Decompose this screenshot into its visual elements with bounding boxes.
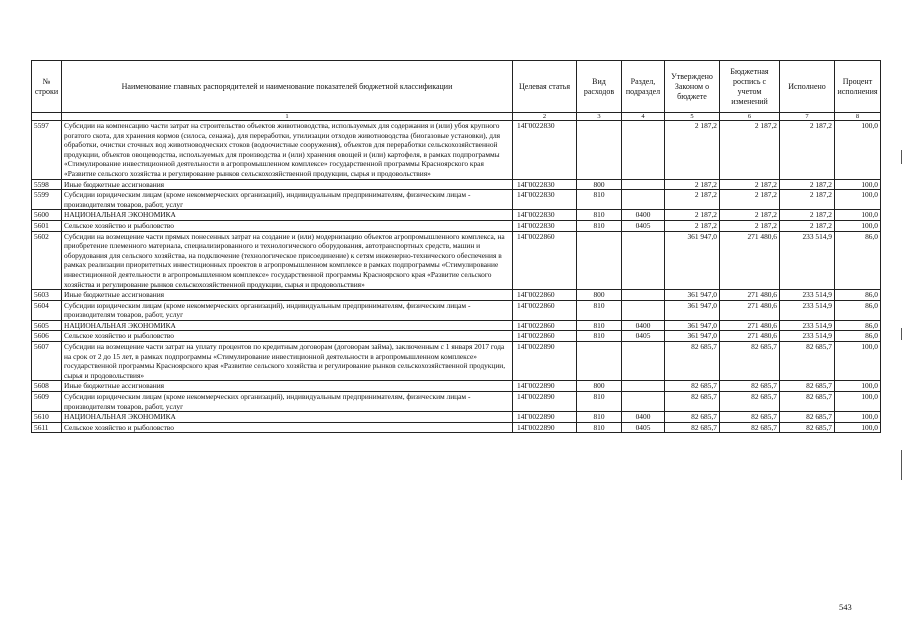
row-name: Сельское хозяйство и рыболовство	[62, 331, 513, 342]
schedule-amount: 2 187,2	[720, 179, 780, 190]
row-number: 5605	[32, 320, 62, 331]
schedule-amount: 271 480,6	[720, 290, 780, 301]
executed-amount: 233 514,9	[780, 300, 835, 320]
header-row-number: № строки	[32, 61, 62, 113]
column-index-cell: 2	[513, 113, 577, 121]
target-article: 14Г0022830	[513, 121, 577, 180]
approved-amount: 361 947,0	[665, 320, 720, 331]
table-row	[32, 381, 881, 392]
expense-type: 810	[577, 392, 622, 412]
table-body	[32, 121, 881, 433]
header-executed: Исполнено	[780, 61, 835, 113]
row-name: НАЦИОНАЛЬНАЯ ЭКОНОМИКА	[62, 320, 513, 331]
table-row	[32, 290, 881, 301]
execution-percent: 100,0	[835, 190, 881, 210]
section-code	[622, 290, 665, 301]
row-number: 5603	[32, 290, 62, 301]
target-article: 14Г0022860	[513, 331, 577, 342]
table-row	[32, 220, 881, 231]
row-number: 5598	[32, 179, 62, 190]
approved-amount: 361 947,0	[665, 300, 720, 320]
target-article: 14Г0022890	[513, 392, 577, 412]
executed-amount: 2 187,2	[780, 179, 835, 190]
row-number: 5611	[32, 422, 62, 433]
row-name: Сельское хозяйство и рыболовство	[62, 220, 513, 231]
executed-amount: 2 187,2	[780, 220, 835, 231]
header-name: Наименование главных распорядителей и наименование показателей бюджетной классификации	[62, 61, 513, 113]
section-code: 0405	[622, 331, 665, 342]
expense-type: 810	[577, 320, 622, 331]
executed-amount: 82 685,7	[780, 412, 835, 423]
section-code	[622, 231, 665, 290]
executed-amount: 233 514,9	[780, 290, 835, 301]
executed-amount: 2 187,2	[780, 210, 835, 221]
execution-percent: 100,0	[835, 121, 881, 180]
execution-percent: 100,0	[835, 220, 881, 231]
table-row	[32, 392, 881, 412]
section-code: 0400	[622, 412, 665, 423]
execution-percent: 86,0	[835, 320, 881, 331]
execution-percent: 86,0	[835, 331, 881, 342]
row-name: Сельское хозяйство и рыболовство	[62, 422, 513, 433]
section-code: 0405	[622, 422, 665, 433]
execution-percent: 100,0	[835, 392, 881, 412]
table-row	[32, 121, 881, 180]
target-article: 14Г0022830	[513, 179, 577, 190]
column-index-cell: 1	[62, 113, 513, 121]
column-index-cell: 6	[720, 113, 780, 121]
execution-percent: 86,0	[835, 300, 881, 320]
page-number: 543	[839, 602, 852, 612]
execution-percent: 86,0	[835, 231, 881, 290]
row-name: НАЦИОНАЛЬНАЯ ЭКОНОМИКА	[62, 210, 513, 221]
target-article: 14Г0022830	[513, 220, 577, 231]
expense-type: 810	[577, 210, 622, 221]
column-index-cell: 4	[622, 113, 665, 121]
row-number: 5600	[32, 210, 62, 221]
column-index-cell	[32, 113, 62, 121]
schedule-amount: 82 685,7	[720, 412, 780, 423]
approved-amount: 82 685,7	[665, 381, 720, 392]
budget-execution-table	[31, 60, 881, 433]
row-name: Иные бюджетные ассигнования	[62, 381, 513, 392]
row-number: 5606	[32, 331, 62, 342]
expense-type: 800	[577, 381, 622, 392]
execution-percent: 100,0	[835, 412, 881, 423]
approved-amount: 82 685,7	[665, 342, 720, 381]
column-index-cell: 8	[835, 113, 881, 121]
schedule-amount: 2 187,2	[720, 210, 780, 221]
row-number: 5601	[32, 220, 62, 231]
row-name: Субсидии юридическим лицам (кроме некоммерческих организаций), индивидуальным предпринимателям, физическим лицам - производителям товаров, работ, услуг	[62, 300, 513, 320]
executed-amount: 233 514,9	[780, 231, 835, 290]
section-code	[622, 392, 665, 412]
approved-amount: 2 187,2	[665, 220, 720, 231]
schedule-amount: 271 480,6	[720, 300, 780, 320]
expense-type: 810	[577, 331, 622, 342]
schedule-amount: 82 685,7	[720, 381, 780, 392]
approved-amount: 361 947,0	[665, 290, 720, 301]
row-number: 5609	[32, 392, 62, 412]
section-code	[622, 190, 665, 210]
schedule-amount: 271 480,6	[720, 331, 780, 342]
execution-percent: 100,0	[835, 381, 881, 392]
header-percent: Процент исполнения	[835, 61, 881, 113]
table-row	[32, 412, 881, 423]
executed-amount: 82 685,7	[780, 342, 835, 381]
schedule-amount: 2 187,2	[720, 220, 780, 231]
execution-percent: 100,0	[835, 179, 881, 190]
expense-type	[577, 121, 622, 180]
row-name: Иные бюджетные ассигнования	[62, 179, 513, 190]
section-code	[622, 342, 665, 381]
header-target-article: Целевая статья	[513, 61, 577, 113]
table-row	[32, 300, 881, 320]
column-index-row	[32, 113, 881, 121]
row-name: Субсидии на возмещение части прямых понесенных затрат на создание и (или) модернизацию объектов агропромышленного комплекса, на приобретение племенного материала, специализированного и технологического оборудования, автотранспортных средств, машин и оборудования для сельского хозяйства, на подключение (технологическое присоединение) к сетям инженерно-технического обеспечения в рамках реализации приоритетных инвестиционных проектов в агропромышленном комплексе в рамках подпрограммы «Стимулирование инвестиционной деятельности в агропромышленном комплексе» государственной программы Красноярского края «Развитие сельского хозяйства и регулирование рынков сельскохозяйственной продукции, сырья и продовольствия»	[62, 231, 513, 290]
section-code	[622, 300, 665, 320]
target-article: 14Г0022890	[513, 342, 577, 381]
expense-type	[577, 231, 622, 290]
table-row	[32, 331, 881, 342]
executed-amount: 233 514,9	[780, 331, 835, 342]
scan-margin-mark	[901, 150, 902, 164]
target-article: 14Г0022830	[513, 210, 577, 221]
target-article: 14Г0022890	[513, 422, 577, 433]
approved-amount: 2 187,2	[665, 179, 720, 190]
table-row	[32, 342, 881, 381]
table-row	[32, 231, 881, 290]
row-name: Субсидии юридическим лицам (кроме некоммерческих организаций), индивидуальным предпринимателям, физическим лицам - производителям товаров, работ, услуг	[62, 190, 513, 210]
schedule-amount: 82 685,7	[720, 422, 780, 433]
approved-amount: 82 685,7	[665, 392, 720, 412]
target-article: 14Г0022890	[513, 381, 577, 392]
row-name: Субсидии на возмещение части затрат на уплату процентов по кредитным договорам (договорам займа), заключенным с 1 января 2017 года на срок от 2 до 15 лет, в рамках подпрограммы «Стимулирование инвестиционной деятельности в агропромышленном комплексе» государственной программы Красноярского края «Развитие сельского хозяйства и регулирование рынков сельскохозяйственной продукции, сырья и продовольствия»	[62, 342, 513, 381]
row-number: 5607	[32, 342, 62, 381]
expense-type: 810	[577, 300, 622, 320]
executed-amount: 2 187,2	[780, 190, 835, 210]
expense-type: 810	[577, 422, 622, 433]
section-code	[622, 121, 665, 180]
row-number: 5610	[32, 412, 62, 423]
approved-amount: 2 187,2	[665, 121, 720, 180]
column-index-cell: 3	[577, 113, 622, 121]
section-code	[622, 381, 665, 392]
scan-margin-mark	[901, 450, 902, 480]
target-article: 14Г0022860	[513, 231, 577, 290]
row-name: НАЦИОНАЛЬНАЯ ЭКОНОМИКА	[62, 412, 513, 423]
approved-amount: 2 187,2	[665, 210, 720, 221]
executed-amount: 82 685,7	[780, 392, 835, 412]
row-number: 5597	[32, 121, 62, 180]
executed-amount: 82 685,7	[780, 422, 835, 433]
scan-margin-mark	[901, 328, 902, 340]
row-number: 5602	[32, 231, 62, 290]
target-article: 14Г0022890	[513, 412, 577, 423]
row-number: 5608	[32, 381, 62, 392]
schedule-amount: 271 480,6	[720, 231, 780, 290]
executed-amount: 82 685,7	[780, 381, 835, 392]
row-name: Иные бюджетные ассигнования	[62, 290, 513, 301]
expense-type: 800	[577, 290, 622, 301]
execution-percent: 100,0	[835, 422, 881, 433]
schedule-amount: 82 685,7	[720, 342, 780, 381]
row-name: Субсидии на компенсацию части затрат на строительство объектов животноводства, используемых для содержания и (или) убоя крупного рогатого скота, для хранения кормов (силоса, сенажа), для переработки, утилизации отходов животноводства (биогазовые установки), для обработки, очистки сточных вод животноводческих стоков (водоочистные сооружения), объектов для переработки сельскохозяйственной продукции, объектов овощеводства, используемых для производства и (или) хранения овощей и (или) картофеля, в рамках подпрограммы «Стимулирование инвестиционной деятельности в агропромышленном комплексе» государственной программы Красноярского края «Развитие сельского хозяйства и регулирование рынков сельскохозяйственной продукции, сырья и продовольствия»	[62, 121, 513, 180]
target-article: 14Г0022860	[513, 320, 577, 331]
section-code: 0400	[622, 320, 665, 331]
header-expense-type: Вид расходов	[577, 61, 622, 113]
executed-amount: 2 187,2	[780, 121, 835, 180]
row-number: 5599	[32, 190, 62, 210]
table-header-row	[32, 61, 881, 113]
approved-amount: 2 187,2	[665, 190, 720, 210]
target-article: 14Г0022860	[513, 290, 577, 301]
execution-percent: 100,0	[835, 210, 881, 221]
expense-type: 800	[577, 179, 622, 190]
target-article: 14Г0022830	[513, 190, 577, 210]
expense-type	[577, 342, 622, 381]
row-number: 5604	[32, 300, 62, 320]
table-row	[32, 210, 881, 221]
expense-type: 810	[577, 190, 622, 210]
approved-amount: 82 685,7	[665, 412, 720, 423]
column-index-cell: 7	[780, 113, 835, 121]
schedule-amount: 2 187,2	[720, 121, 780, 180]
header-budget-schedule: Бюджетная роспись с учетом изменений	[720, 61, 780, 113]
table-row	[32, 320, 881, 331]
execution-percent: 86,0	[835, 290, 881, 301]
execution-percent: 100,0	[835, 342, 881, 381]
schedule-amount: 271 480,6	[720, 320, 780, 331]
target-article: 14Г0022860	[513, 300, 577, 320]
approved-amount: 82 685,7	[665, 422, 720, 433]
approved-amount: 361 947,0	[665, 231, 720, 290]
executed-amount: 233 514,9	[780, 320, 835, 331]
table-row	[32, 190, 881, 210]
header-section: Раздел, подраздел	[622, 61, 665, 113]
table-row	[32, 179, 881, 190]
section-code: 0405	[622, 220, 665, 231]
row-name: Субсидии юридическим лицам (кроме некоммерческих организаций), индивидуальным предпринимателям, физическим лицам - производителям товаров, работ, услуг	[62, 392, 513, 412]
expense-type: 810	[577, 412, 622, 423]
expense-type: 810	[577, 220, 622, 231]
column-index-cell: 5	[665, 113, 720, 121]
table-row	[32, 422, 881, 433]
header-approved: Утверждено Законом о бюджете	[665, 61, 720, 113]
schedule-amount: 82 685,7	[720, 392, 780, 412]
schedule-amount: 2 187,2	[720, 190, 780, 210]
section-code: 0400	[622, 210, 665, 221]
approved-amount: 361 947,0	[665, 331, 720, 342]
section-code	[622, 179, 665, 190]
